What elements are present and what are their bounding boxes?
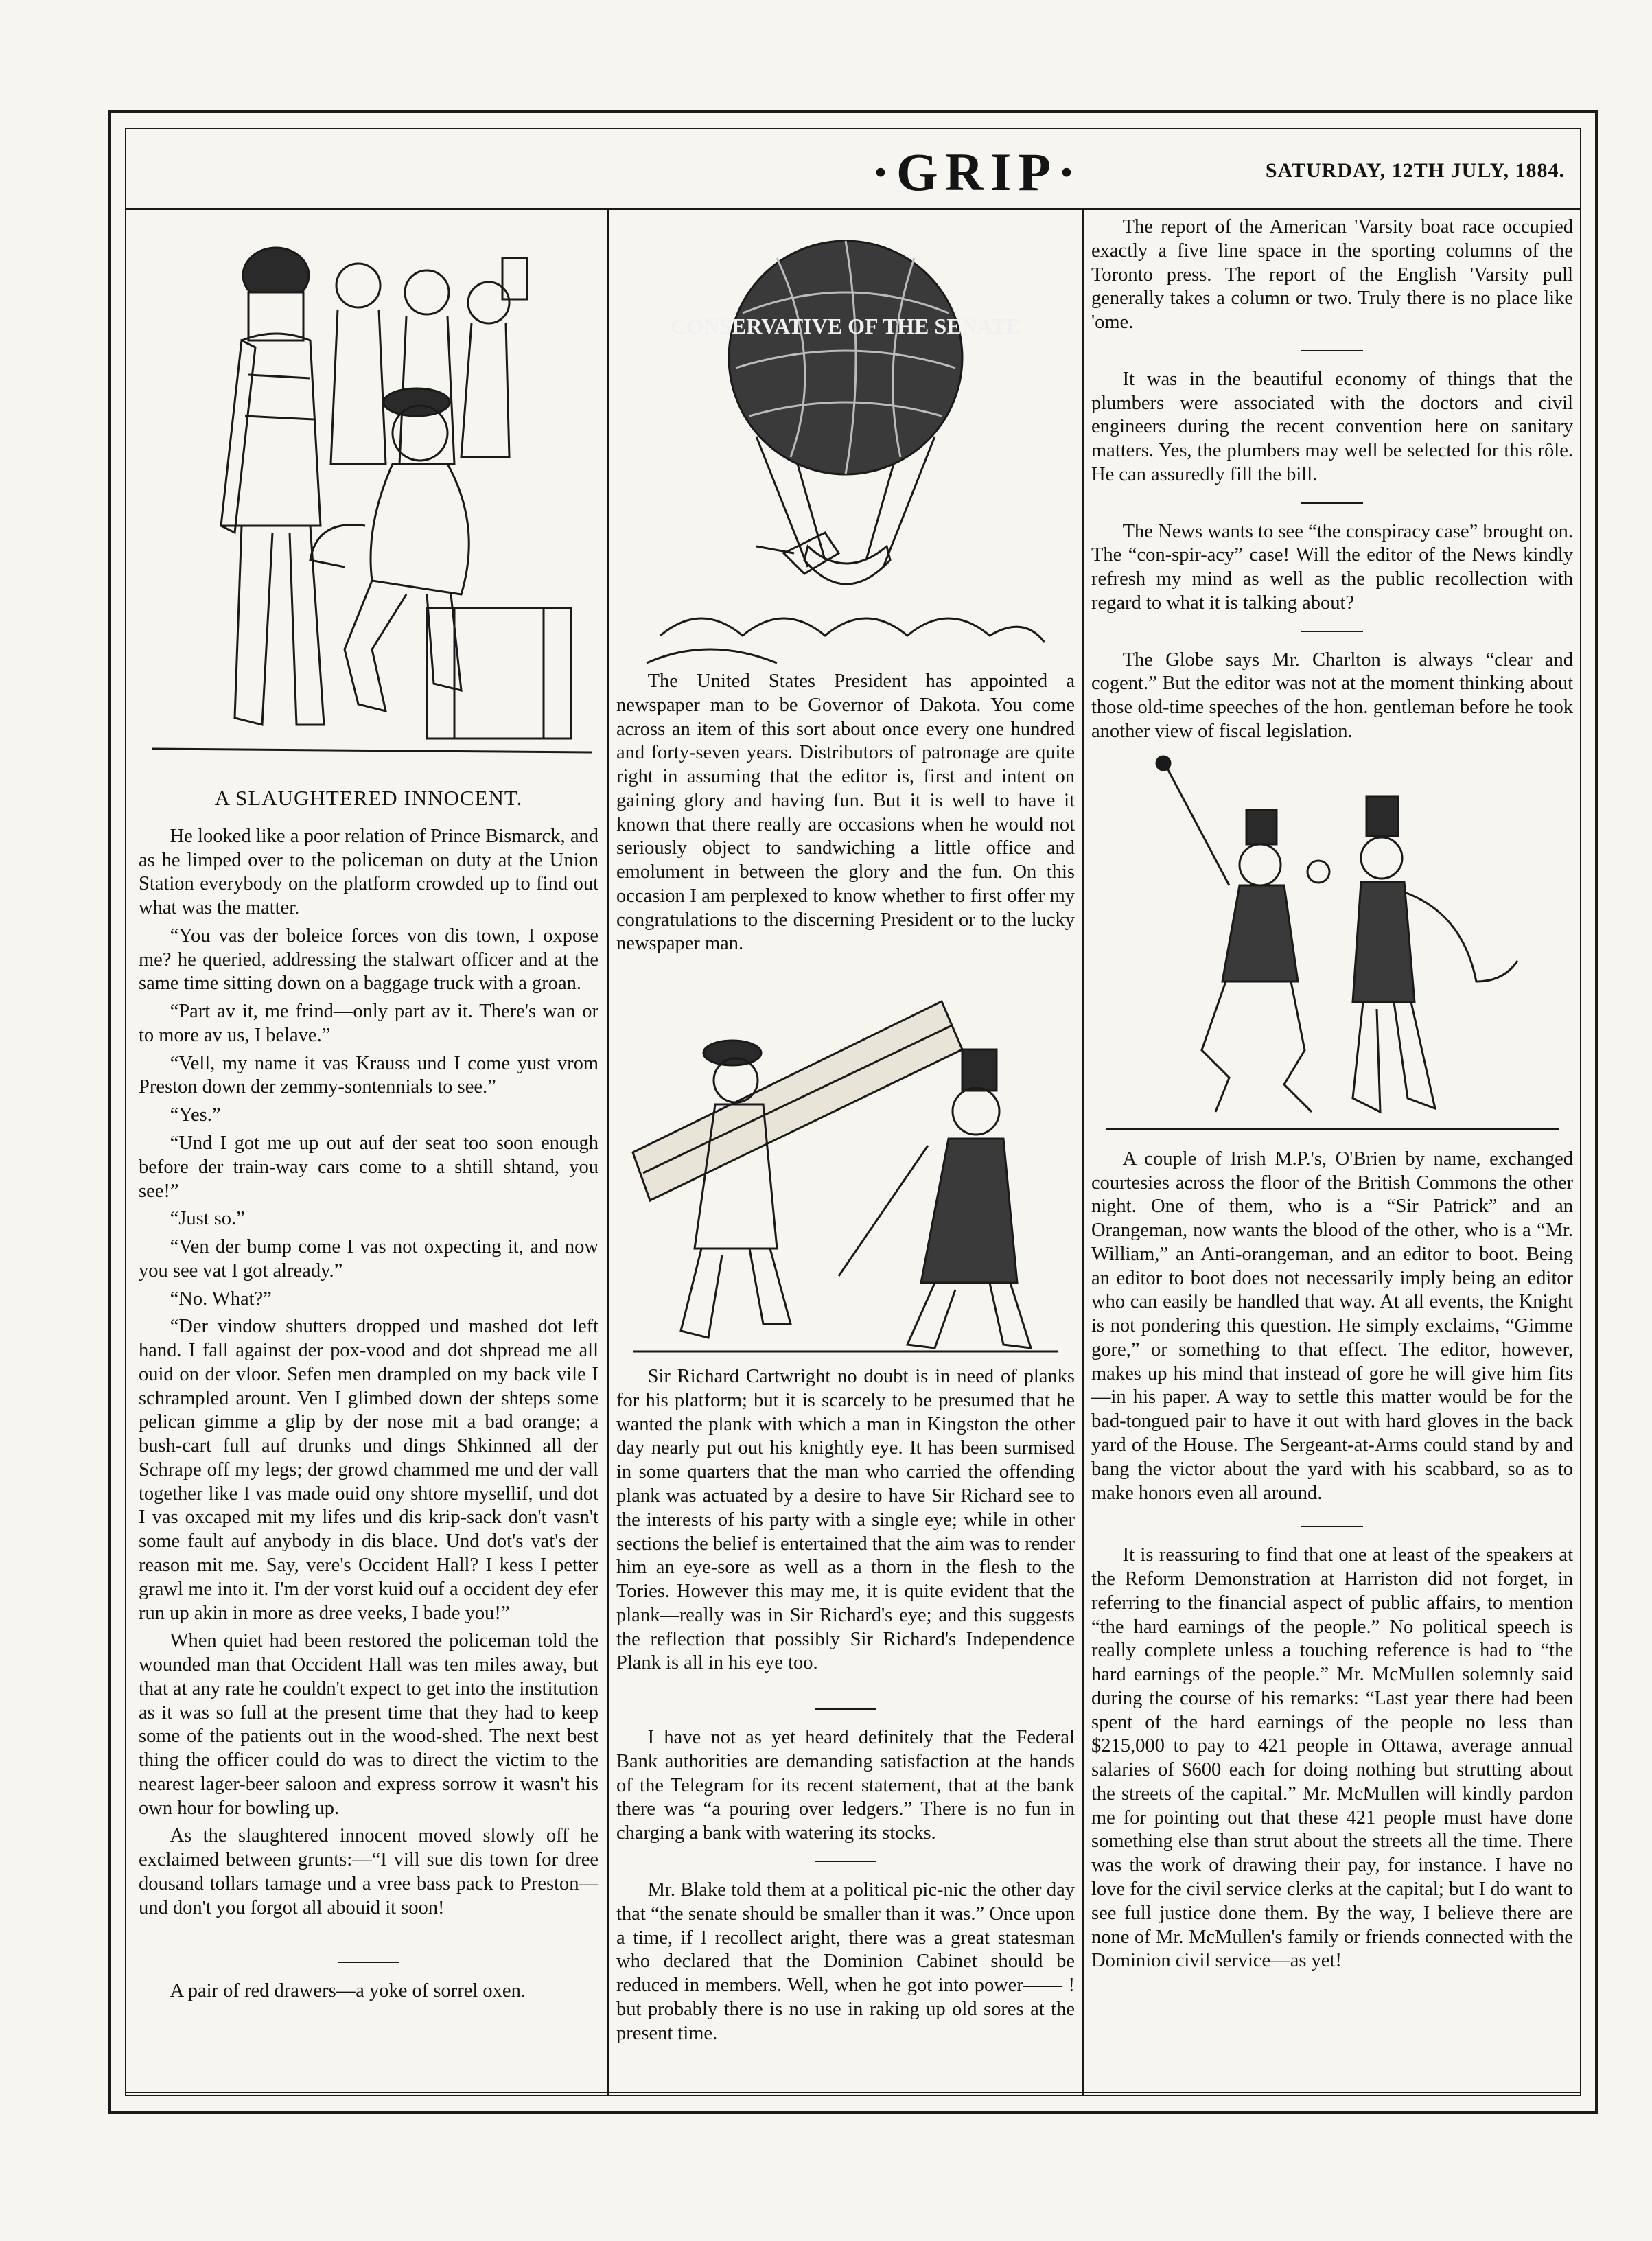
separator-rule [1301,350,1363,351]
illustration-policeman-and-injured-man [139,237,605,773]
column-rule-1 [607,210,609,2096]
publication-title: ·GRIP· [872,142,1083,202]
paragraph: The Globe says Mr. Charlton is always “clear and cogent.” But the editor was not at the moment thinking about those old-time speeches of the hon. gentleman before he took another view of fiscal legislation. [1091,649,1573,743]
paragraph: The News wants to see “the conspiracy case” brought on. The “con-spir-acy” case! Will the editor of the News kindly refresh my mind as well as the public recollection with regard to what it is talking about? [1091,520,1573,614]
paragraph: I have not as yet heard definitely that the Federal Bank authorities are demanding satisfaction at the hands of the Telegram for its recent statement, that at the bank there was “a pouring over ledgers.” There is no fun in charging a bank with watering its stocks. [616,1727,1075,1844]
paragraph: “No. What?” [170,1288,272,1310]
article-heading: A SLAUGHTERED INNOCENT. [214,786,523,810]
column-2 [612,210,1079,2091]
paragraph: The United States President has appointed a newspaper man to be Governor of Dakota. You come across an item of this sort about once every one hundred and forty-seven years. Distributors of patronage are quite right in assuming that the editor is, first and intent on gaining glory and having fun. But it is well to have it known that there really are occasions when he would not seriously object to sandwiching a little office and emolument in between the glory and the fun. On this occasion I am perplexed to know whether to first offer my congratulations to the discerning President or to the lucky newspaper man. [616,671,1075,955]
paragraph: It was in the beautiful economy of things that the plumbers were associated with the doctors and civil engineers during the recent convention here on sanitary matters. Yes, the plumbers may well be selected for this rôle. He can assuredly fill the bill. [1091,368,1573,485]
separator-rule [1301,1526,1363,1527]
paragraph: “Yes.” [170,1104,221,1126]
paragraph: As the slaughtered innocent moved slowly off he exclaimed between grunts:—“I vill sue dis town for dree dousand tollars tamage und a vree bass pack to Preston—und don't you forgot all abouid it soon! [139,1825,598,1918]
separator-rule [338,1962,399,1963]
paragraph: “You vas der boleice forces von dis town, I oxpose me? he queried, addressing the stalwart officer and at the same time sitting down on a baggage truck with a groan. [139,925,598,995]
paragraph: Mr. Blake told them at a political pic-nic the other day that “the senate should be smaller than it was.” Once upon a time, if I recollect aright, there was a great statesman who declared that the Dominion Cabinet should be reduced in members. Well, when he got into power—— ! but probably there is no use in raking up old sores at the present time. [616,1879,1075,2044]
paragraph: “Part av it, me frind—only part av it. There's wan or to more av us, I belave.” [139,1001,598,1046]
paragraph: “Und I got me up out auf der seat too soon enough before der train-way cars come to a shtill shtand, you see!” [139,1133,598,1202]
bottom-rule [125,2092,1581,2098]
separator-rule [815,1708,876,1710]
paragraph: It is reassuring to find that one at least of the speakers at the Reform Demonstration at Harriston did not forget, in referring to the financial aspect of public affairs, to mention “the hard earnings of the people.” No political speech is really complete unless a touching reference is had to “the hard earnings of the people.” Mr. McMullen solemnly said during the course of his remarks: “Last year there had been spent of the hard earnings of the people no less than $215,000 to pay to 421 people in Ottawa, average annual salaries of $600 each for doing nothing but strutting about the streets of the capital.” Mr. McMullen will kindly pardon me for pointing out that these 421 people must have done something else than strut about the streets all the time. There was the work of drawing their pay, for instance. I have no love for the civil service clerks at the capital; but I do want to see full justice done them. By the way, I believe there are none of Mr. McMullen's family or friends connected with the Dominion civil service—as yet! [1091,1544,1573,1972]
separator-rule [1301,502,1363,504]
paragraph: “Vell, my name it vas Krauss und I come yust vrom Preston down der zemmy-sontennials to see.” [139,1052,598,1098]
paragraph: “Ven der bump come I vas not oxpecting it, and now you see vat I got already.” [139,1236,598,1281]
column-3 [1087,210,1577,2091]
separator-rule [1301,631,1363,632]
balloon-label: CONSERVATIVE OF THE SENATE [670,314,1021,338]
paragraph: “Just so.” [170,1208,245,1230]
illustration-plank [619,974,1072,1358]
illustration-two-mps [1092,755,1572,1139]
paragraph: The report of the American 'Varsity boat race occupied exactly a five line space in the sporting columns of the Toronto press. The report of the English 'Varsity pull generally takes a column or two. Truly there is no place like 'ome. [1091,216,1573,334]
column-1 [135,210,603,2091]
paragraph: A couple of Irish M.P.'s, O'Brien by name, exchanged courtesies across the floor of the British Commons the other night. One of them, who is a “Sir Patrick” and an Orangeman, now wants the blood of the other, who is a “Mr. William,” an Anti-orangeman, and an editor to boot. Being an editor to boot does not necessarily imply being an editor who can easily be handled that way. At all events, the Knight is not pondering this question. He simply exclaims, “Gimme gore,” or something to that effect. The editor, however, makes up his mind that instead of gore he will give him fits—in his paper. A way to settle this matter would be for the bad-tongued pair to have it out with hard gloves in the back yard of the House. The Sergeant-at-Arms could stand by and bang the victor about the yard with his scabbard, so as to make honors even all around. [1091,1148,1573,1504]
paragraph: “Der vindow shutters dropped und mashed dot left hand. I fall against der pox-vood and dot shpread me all ouid on der vloor. Sefen men drampled on my back vile I schrampled arount. Ven I glimbed down der shteps some pelican gimme a glip by der nose mit a bad orange; a bush-cart full auf drunks und dings Shkinned all der Schrape off my legs; der growd chammed me und der vall together like I vas made ouid ony shtore mysellif, und dot I vas oxcaped mit my lifes und dis krip-sack don't vasn't some fault auf anybody in dis blace. Und dot's vat's der reason mit me. Say, vere's Occident Hall? I kess I petter grawl me into it. I'm der vorst kuid ouf a occident dey efer run up akin in more as dree veeks, I bade you!” [139,1316,598,1624]
separator-rule [815,1861,876,1862]
paragraph: A pair of red drawers—a yoke of sorrel oxen. [170,1979,526,2001]
column-rule-2 [1082,210,1084,2096]
paragraph: When quiet had been restored the policeman told the wounded man that Occident Hall was ten miles away, but that at any rate he couldn't expect to get into the institution as it was so full at the present time that they had to keep some of the patients out in the wood-shed. The next best thing the officer could do was to direct the victim to the nearest lager-beer saloon and express sorrow it wasn't his own hour for bowling up. [139,1630,598,1819]
paragraph: He looked like a poor relation of Prince Bismarck, and as he limped over to the policeman on duty at the Union Station everybody on the platform crowded up to find out what was the matter. [139,825,598,919]
paragraph: Sir Richard Cartwright no doubt is in need of planks for his platform; but it is scarcely to be presumed that he wanted the plank with which a man in Kingston the other day nearly put out his knightly eye. It has been surmised in some quarters that the man who carried the offending plank was actuated by a desire to have Sir Richard see to the interests of his party with a single eye; while in other sections the belief is entertained that the aim was to render him an eye-sore as well as a thorn in the flesh to the Tories. However this may me, it is quite evident that the plank—really was in Sir Richard's eye; and this suggests the reflection that possibly Sir Richard's Independence Plank is all in his eye too. [616,1366,1075,1674]
issue-date: SATURDAY, 12TH JULY, 1884. [1265,159,1565,182]
illustration-balloon [619,231,1072,670]
masthead [125,128,1581,210]
